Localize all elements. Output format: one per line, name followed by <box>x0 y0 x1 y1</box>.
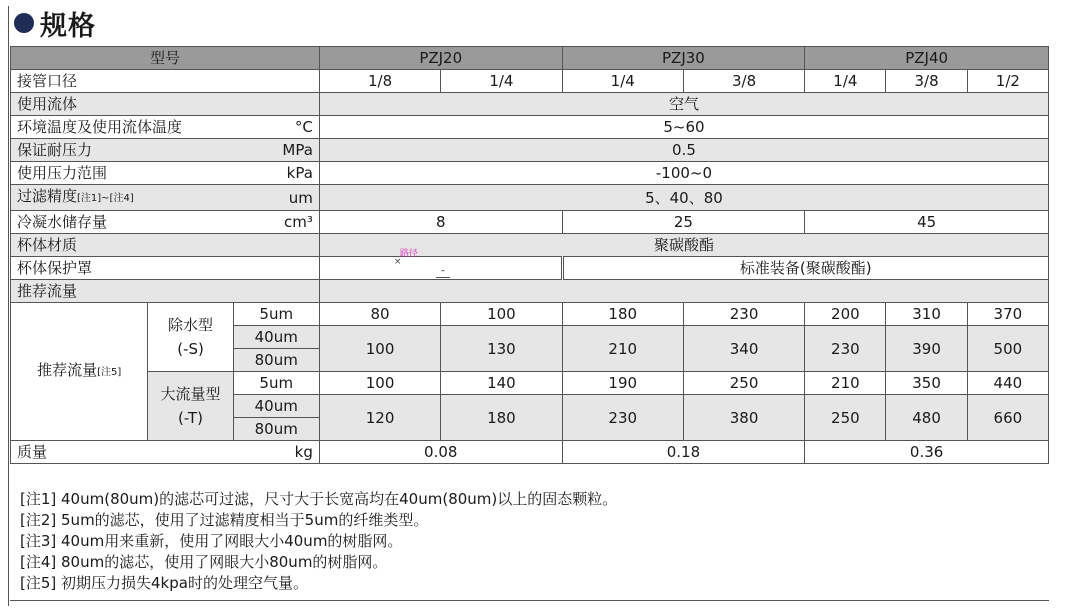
range-label-cell <box>11 162 320 185</box>
flow-cell: 480 <box>886 395 967 441</box>
range-label: 使用压力范围 <box>17 164 108 182</box>
port-cell: 1/4 <box>441 70 562 93</box>
range-unit: kPa <box>286 164 313 182</box>
flow-cell: 180 <box>441 395 562 441</box>
flow-header-row <box>11 280 1049 303</box>
s-type-cell <box>148 303 233 372</box>
flow-cell: 100 <box>319 326 440 372</box>
s-code: (-S) <box>177 340 204 358</box>
flow-cell: 200 <box>805 303 886 326</box>
flow-cell: 310 <box>886 303 967 326</box>
guard-pink-text: 路径 <box>399 249 418 259</box>
flow-cell: 380 <box>683 395 804 441</box>
guard-dash: – <box>436 265 450 278</box>
flow-note: [注5] <box>97 367 122 378</box>
port-cell: 1/4 <box>805 70 886 93</box>
model-label: 型号 <box>11 47 320 70</box>
flow-cell: 140 <box>441 372 562 395</box>
proof-label-cell <box>11 139 320 162</box>
temp-label-cell <box>11 116 320 139</box>
t-code: (-T) <box>178 409 203 427</box>
size-40um: 40um <box>233 395 319 418</box>
mass-pzj30: 0.18 <box>562 441 805 464</box>
port-cell: 1/4 <box>562 70 683 93</box>
drain-row <box>11 211 1049 234</box>
note-5: [注5] 初期压力损失4kpa时的处理空气量。 <box>20 574 308 592</box>
guard-pzj20 <box>319 249 562 280</box>
guard-row <box>11 257 1049 280</box>
flow-label: 推荐流量 <box>11 280 320 303</box>
filter-label-cell <box>11 185 320 211</box>
flow-cell: 100 <box>441 303 562 326</box>
s-type: 除水型 <box>168 316 214 334</box>
drain-label: 冷凝水储存量 <box>17 213 108 231</box>
model-pzj40: PZJ40 <box>805 47 1049 70</box>
filter-unit: um <box>288 188 313 207</box>
port-cell: 3/8 <box>886 70 967 93</box>
temp-unit: °C <box>294 118 313 136</box>
size-5um: 5um <box>233 372 319 395</box>
flow-cell: 230 <box>683 303 804 326</box>
left-border-line <box>8 6 9 606</box>
flow-cell: 210 <box>562 326 683 372</box>
flow-cell: 100 <box>319 372 440 395</box>
filter-note: [注1]~[注4] <box>77 193 134 204</box>
guard-x-mark: × <box>393 257 402 267</box>
temp-label: 环境温度及使用流体温度 <box>17 118 183 136</box>
flow-cell: 390 <box>886 326 967 372</box>
bowl-value: 聚碳酸酯 <box>319 234 1048 257</box>
flow-cell: 250 <box>805 395 886 441</box>
mass-label-cell <box>11 441 320 464</box>
flow-cell: 500 <box>967 326 1048 372</box>
t-type: 大流量型 <box>160 385 221 403</box>
port-cell: 1/2 <box>967 70 1048 93</box>
spec-table <box>10 46 1049 464</box>
note-2: [注2] 5um的滤芯，使用了过滤精度相当于5um的纤维类型。 <box>20 511 429 529</box>
flow-cell: 370 <box>967 303 1048 326</box>
model-row <box>11 47 1049 70</box>
port-cell: 1/8 <box>319 70 440 93</box>
t-type-cell <box>148 372 233 441</box>
fluid-row <box>11 93 1049 116</box>
guard-value: 标准装备(聚碳酸酯) <box>562 257 1048 280</box>
port-row <box>11 70 1049 93</box>
flow-t-5-row <box>11 372 1049 395</box>
note-4: [注4] 80um的滤芯，使用了网眼大小80um的树脂网。 <box>20 553 388 571</box>
size-5um: 5um <box>233 303 319 326</box>
range-value: -100~0 <box>319 162 1048 185</box>
filter-label: 过滤精度 <box>17 187 78 205</box>
temp-value: 5~60 <box>319 116 1048 139</box>
fluid-label: 使用流体 <box>11 93 320 116</box>
bullet-dot-icon <box>14 13 34 33</box>
temp-row <box>11 116 1049 139</box>
model-pzj30: PZJ30 <box>562 47 805 70</box>
flow-cell: 120 <box>319 395 440 441</box>
flow-cell: 80 <box>319 303 440 326</box>
proof-unit: MPa <box>282 141 313 159</box>
flow-cell: 230 <box>805 326 886 372</box>
proof-value: 0.5 <box>319 139 1048 162</box>
bowl-row <box>11 234 1049 257</box>
fluid-value: 空气 <box>319 93 1048 116</box>
drain-pzj40: 45 <box>805 211 1049 234</box>
port-label: 接管口径 <box>11 70 320 93</box>
port-cell: 3/8 <box>683 70 804 93</box>
mass-unit: kg <box>294 443 313 461</box>
flow-cell: 350 <box>886 372 967 395</box>
flow-header-blank <box>319 280 1048 303</box>
model-pzj20: PZJ20 <box>319 47 562 70</box>
note-1: [注1] 40um(80um)的滤芯可过滤，尺寸大于长宽高均在40um(80um)以上的固态颗粒。 <box>20 490 618 508</box>
drain-pzj20: 8 <box>319 211 562 234</box>
flow-label-cell <box>11 303 148 441</box>
mass-pzj20: 0.08 <box>319 441 562 464</box>
flow-cell: 190 <box>562 372 683 395</box>
proof-label: 保证耐压力 <box>17 141 93 159</box>
flow-cell: 340 <box>683 326 804 372</box>
mass-pzj40: 0.36 <box>805 441 1049 464</box>
mass-label: 质量 <box>17 443 48 461</box>
flow-cell: 440 <box>967 372 1048 395</box>
bowl-label: 杯体材质 <box>11 234 320 257</box>
range-row <box>11 162 1049 185</box>
drain-unit: cm³ <box>284 213 313 231</box>
drain-label-cell <box>11 211 320 234</box>
size-80um: 80um <box>233 349 319 372</box>
section-title: 规格 <box>40 10 96 42</box>
note-3: [注3] 40um用来重新，使用了网眼大小40um的树脂网。 <box>20 532 403 550</box>
guard-label: 杯体保护罩 <box>11 257 320 280</box>
drain-pzj30: 25 <box>562 211 805 234</box>
flow-cell: 210 <box>805 372 886 395</box>
mass-row <box>11 441 1049 464</box>
flow-cell: 660 <box>967 395 1048 441</box>
section-heading <box>14 4 96 42</box>
flow-s-5-row <box>11 303 1049 326</box>
size-40um: 40um <box>233 326 319 349</box>
flow-cell: 130 <box>441 326 562 372</box>
flow-label2: 推荐流量 <box>37 361 98 379</box>
size-80um: 80um <box>233 418 319 441</box>
flow-cell: 180 <box>562 303 683 326</box>
notes-block <box>10 483 1049 601</box>
filter-value: 5、40、80 <box>319 185 1048 211</box>
flow-cell: 230 <box>562 395 683 441</box>
flow-cell: 250 <box>683 372 804 395</box>
filter-row <box>11 185 1049 211</box>
proof-row <box>11 139 1049 162</box>
